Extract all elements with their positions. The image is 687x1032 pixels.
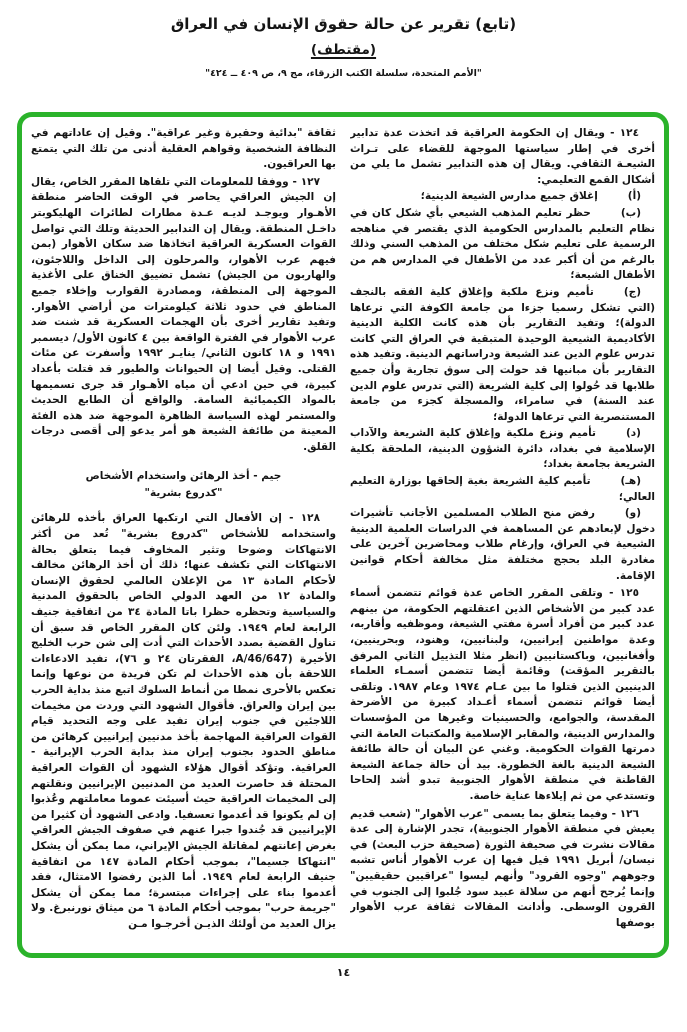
excerpt-label bbox=[0, 42, 687, 58]
excerpt-label-text: (مقتطف) bbox=[310, 42, 377, 58]
section-heading: جيم - أخذ الرهائن واستخدام الأشخاص "كدروع بشرية" bbox=[31, 468, 336, 502]
page-number: ١٤ bbox=[336, 966, 351, 979]
item-label: (ب) bbox=[620, 206, 641, 219]
list-item: (ج)تأميم ونزع ملكية وإغلاق كلية الفقه بالنجف (التي تشكل رسميا جزءا من جامعة الكوفة التي ترعاها الدولة)؛ وتفيد التقارير بأن هذه كانت الكلية الدينية الأكاديمية الشيعية الوحيدة المتبقية في العراق التي كانت تدرس علوم الدين عند الشيعة ودراساتهم الدينية. وتفيد هذه التقارير بأن مبانيها قد حولت إلى سوق تجارية وأن جميع طلابها قد حُولوا إلى كلية الشريعة (التي تدرس علوم الدين عند السنة) في سامراء، والمسجلة كجزء من جامعة المستنصرية التي ترعاها الدولة؛ bbox=[350, 285, 655, 423]
list-item: (هـ)تأميم كلية الشريعة بغية إلحاقها بوزارة التعليم العالي؛ bbox=[350, 475, 655, 503]
paragraph: ثقافة "بدائية وحقيرة وغير عراقية". وقيل إن عاداتهم في النظافة الشخصية وقواهم العقلية أدنى من تلك التي يتمتع بها العراقيون. bbox=[31, 127, 336, 171]
list-item: (أ)إغلاق جميع مدارس الشيعة الدينية؛ bbox=[420, 190, 641, 203]
item-label: (د) bbox=[626, 427, 641, 440]
paragraph: ١٢٥ - وتلقى المقرر الخاص عدة قوائم تتضمن أسماء عدد كبير من الأشخاص الذين اعتقلتهم الحكومة، من بينهم عدد كبير من أفراد أسرة مفتي الشيعة، وموظفيه وأقاربه، وعدة مواطنين إيرانيين، ولبنانيين، وهنود، وبحرينيين، وأفغانيين، وباكستانيين (انظر مثلا التذييل الثاني المرفق بالتقرير المؤقت) وقائمة أيضا تتضمن أسمـاء العلماء الدينيين الذين قتلوا ما بين عـام ١٩٧٤ وعام ١٩٨٧. وتلقى أيضا قوائم تتضمن أسماء أعـداد كبيرة من الأضرحة المقدسة، والجوامع، والحسينيات وغيرها من المؤسسات والمدارس الدينية، والمقابر الإسلامية والمكتبات العامة التي دمرتها القوات الحكومية. وغني عن البيان أن حالة طائفة الشيعة الدينية بالغة الخطورة. بيد أن حالة جماعة الشيعة القاطنة في منطقة الأهوار الجنوبية تبدو أشد إلحاحا وتستدعي من ثم إيلاءها عناية خاصة. bbox=[350, 587, 655, 802]
list-item: (ب)حظر تعليم المذهب الشيعي بأي شكل كان في نظام التعليم بالمدارس الحكومية الذي يقتصر في مناهجه الرسمية على تعليم شكل مختلف من المذهب السني وذلك بالرغم من أن أكبر عدد من الأطفال في المدارس هم من الأطفال الشيعة؛ bbox=[350, 206, 655, 282]
item-label: (أ) bbox=[627, 190, 641, 203]
paragraph: ١٢٧ - ووفقا للمعلومات التي تلقاها المقرر الخاص، يقال إن الجيش العراقي يحاصر في الوقت الحاضر منطقة الأهـوار ويوجـد لديـه عـدة مطارات لطائرات الهليكوبتر داخـل المنطقة. ويقال إن التدابير الحديثة وتلك التي تواصل القوات العسكرية العراقية اتخاذها ضد سكان الأهوار (بمن فيهم عرب الأهوار، والمرحلون إلى الداخل واللاجئون، والهاربون من الجيش) تشمل تضييق الخناق على الأغذية الموجهة إلى المنطقة، ومصادرة القوارب وإخلاء جميع المناطق في حدود ثلاثة كيلومترات من أراضي الأهوار. وتفيد تقارير أخرى بأن الهجمات العسكرية قد شنت ضد عرب الأهوار في الفترة الواقعة بين ٤ كانون الأول/ ديسمبر ١٩٩١ و ١٨ كانون الثاني/ ينايـر ١٩٩٢ وأسفرت عن مئات القتلى. وقيل أيضا إن الحيوانات والطيور قد قتلت بأعداد كبيرة، في حين ادعي أن مياه الأهـوار قد جرى تسميمها بالمواد الكيميائية السامة. والواقع أن الطابع الحديث والمستمر لهذه السياسة الظاهرة الموجهة ضد هذه الفئة المعينة من طائفة الشيعة هو أمر يدعو إلى أقصى درجات القلق. bbox=[31, 175, 336, 453]
item-label: (ج) bbox=[623, 285, 641, 298]
source-citation: "الأمم المتحدة، سلسلة الكتب الزرقاء، مج ٩، ص ٤٠٩ ــ ٤٢٤" bbox=[205, 68, 482, 79]
list-item: (و)رفض منح الطلاب المسلمين الأجانب تأشيرات دخول لإبعادهم عن المساهمة في الدراسات العلمية الدينية الشيعية في العراق، وإرغام طلاب ومحاضرين آخرين على مغادرة البلد بحجج مختلفة مثل مخالفة أحكام قوانين الإقامة. bbox=[350, 507, 655, 582]
list-item: (د)تأميم ونزع ملكية وإغلاق كلية الشريعة والآداب الإسلامية في بغداد، دائرة الشؤون الدينية، الملحقة بكلية الشريعة بجامعة بغداد؛ bbox=[350, 427, 655, 471]
column-first bbox=[350, 124, 655, 947]
item-label: (و) bbox=[624, 507, 641, 520]
page-header bbox=[0, 0, 687, 79]
paragraph: ١٢٨ - إن الأفعال التي ارتكبها العراق بأخذه للرهائن واستخدامه للأشخاص "كدروع بشرية" تُعد من أكثر الانتهاكات وضوحا وتثير المخاوف فيما يتعلق بحالة الانتهاكات التي تكشف عنها؛ ذلك أن أخذ الرهائن مخالف لأحكام المادة ١٣ من الإعلان العالمي لحقوق الإنسان والمادة ١٢ من العهد الدولي الخاص بالحقوق المدنية والسياسية وتحظره حظرا باتا المادة ٣٤ من اتفاقية جنيف الرابعة لعام ١٩٤٩. ولئن كان المقرر الخاص قد سبق أن تناول القضية بصدد الأحداث التي أدت إلى شن حرب الخليج الأخيرة (A/46/647، الفقرتان ٢٤ و ٧٦)، تفيد الادعاءات اللاحقة بأن هذه الأحداث لم تكن فريدة من نوعها وإنما تعكس بالأحرى نمطا من أنماط السلوك اتبع منذ بداية الحرب بين إيران والعراق. فأقوال الشهود التي وردت من مخيمات اللاجئين في جنوب إيران تفيد على وجه التحديد قيام القوات العراقية المهاجمة بأخذ مدنيين إيرانيين كرهائن من مناطق الحدود بجنوب إيران منذ بداية الحرب الإيرانية - العراقية. وتؤكد أقوال هؤلاء الشهود أن القوات العراقية المحتلة قد حاصرت العديد من المدنيين الإيرانيين ونقلتهم إلى المخيمات العراقية حيث أسيئت عموما معاملتهم وعُذبوا إن لم يكونوا قد أعدموا تعسفيا. وادعى الشهود أن كثيرا من الإيرانيين قد جُندوا جبرا عنهم في صفوف الجيش العراقي بغرض إعانتهم لمقاتلة الجيش الإيراني، مما يمكن أن يشكل "انتهاكا جسيما"، بموجب أحكام المادة ١٤٧ من اتفاقية جنيف الرابعة لعام ١٩٤٩. أما الذين رفضوا الامتثال، فقد أعدموا بناء على إجراءات مبتسرة؛ مما يمكن أن يشكل "جريمة حرب" بموجب أحكام المادة ٦ من ميثاق نورنبرغ. ولا يزال العديد من أولئك الذيـن أخرجـوا مـن bbox=[31, 512, 336, 930]
item-label: (هـ) bbox=[620, 475, 641, 488]
paragraph: ١٢٤ - ويقال إن الحكومة العراقية قد اتخذت عدة تدابير أخرى في إطار سياستها الموجهة للقضاء على تـراث الشيعـة الثقافي. ويقال إن هذه التدابير تشمل ما يلي من أشكال القمع التعليمي: bbox=[350, 127, 655, 186]
section-heading-line2: "كدروع بشرية" bbox=[144, 487, 223, 500]
column-second bbox=[31, 124, 336, 947]
document-title: (تابع) تقرير عن حالة حقوق الإنسان في العراق bbox=[170, 15, 517, 33]
paragraph: ١٢٦ - وفيما يتعلق بما يسمى "عرب الأهوار" (شعب قديم يعيش في منطقة الأهوار الجنوبية)، تجدر الإشارة إلى عدة مقالات نشرت في صحيفة الثورة (صحيفة حزب البعث) في نيسان/ أبريل ١٩٩١ قيل فيها إن عرب الأهوار أناس تشبه وجوههم "وجوه القرود" وأنهم ليسوا "عراقيين حقيقيين" وإنما يُرجح أنهم من سلالة عبيد سود جُلبوا إلى الجنوب في القرون الوسطى. وأدانت المقالات ثقافة عرب الأهوار بوصفها bbox=[350, 807, 655, 929]
content-border-box bbox=[17, 112, 669, 958]
